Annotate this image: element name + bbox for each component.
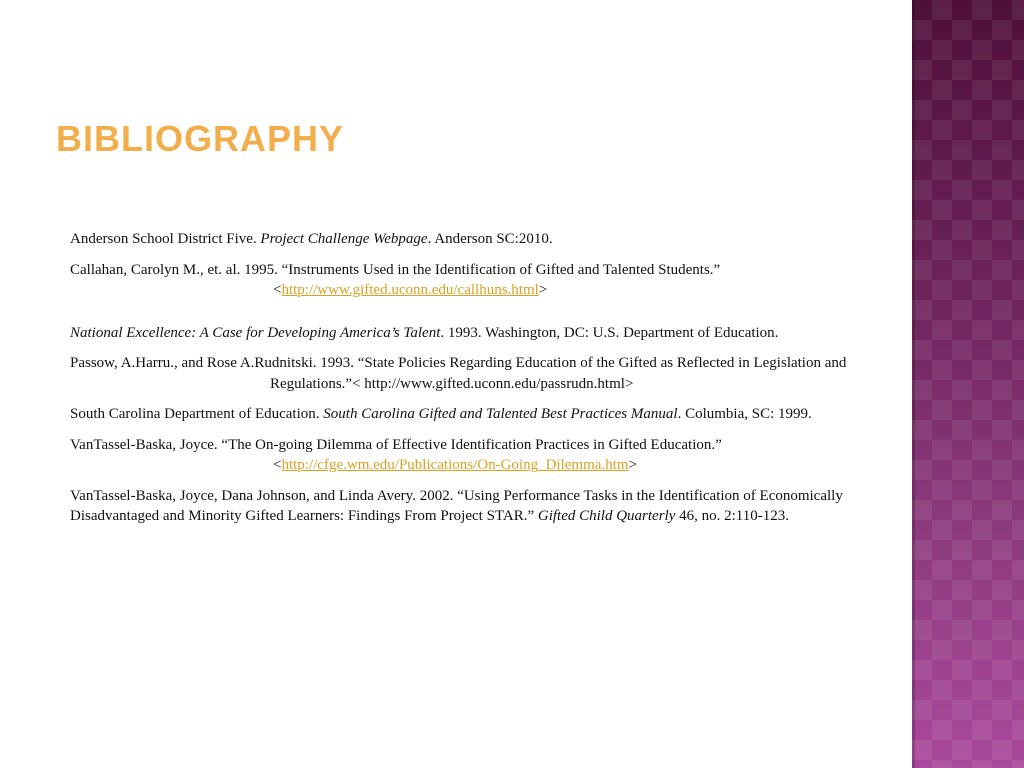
reference-link[interactable]: http://cfge.wm.edu/Publications/On-Going_Dilemma.htm [281, 457, 629, 473]
band-edge [912, 0, 915, 768]
list-item [70, 435, 870, 476]
ref-text-cont: Regulations.”< http://www.gifted.uconn.edu/passrudn.html> [270, 375, 634, 392]
link-bracket-close: > [628, 457, 637, 473]
link-bracket-open: < [273, 457, 282, 473]
ref-details: . Anderson SC:2010. [427, 231, 553, 247]
decorative-side-band [912, 0, 1024, 768]
ref-author: Anderson School District Five. [70, 231, 261, 247]
ref-work-title: Project Challenge Webpage [260, 231, 428, 247]
ref-journal-title: Gifted Child Quarterly [537, 508, 676, 524]
link-bracket-close: > [538, 282, 548, 298]
ref-work-title: South Carolina Gifted and Talented Best Practices Manual [323, 406, 678, 422]
link-bracket-open: < [273, 282, 282, 298]
page-title: BIBLIOGRAPHY [56, 118, 345, 159]
ref-details: 46, no. 2:110-123. [675, 508, 789, 524]
list-item [70, 486, 870, 527]
list-item [70, 229, 870, 250]
bibliography-list [70, 229, 870, 537]
ref-work-title: National Excellence: A Case for Developing America’s Talent [70, 324, 441, 341]
ref-text: VanTassel-Baska, Joyce, Dana Johnson, and Linda Avery. 2002. “Using Performance Tasks in the Identification of Economically Disadvantaged and Minority Gifted Learners: Findings From Project STAR.” [70, 487, 843, 524]
list-item [70, 260, 870, 301]
list-item [70, 323, 870, 344]
ref-details: . Columbia, SC: 1999. [677, 406, 812, 422]
ref-details: . 1993. Washington, DC: U.S. Department of Education. [440, 324, 779, 341]
ref-author: South Carolina Department of Education. [70, 406, 324, 422]
list-item [70, 353, 870, 394]
list-item [70, 404, 870, 425]
ref-text: Callahan, Carolyn M., et. al. 1995. “Instruments Used in the Identification of Gifted and Talented Students.” [70, 261, 721, 278]
ref-text: Passow, A.Harru., and Rose A.Rudnitski. 1993. “State Policies Regarding Education of the Gifted as Reflected in Legislation and [70, 355, 847, 371]
ref-text: VanTassel-Baska, Joyce. “The On-going Dilemma of Effective Identification Practices in Gifted Education.” [70, 436, 722, 453]
reference-link[interactable]: http://www.gifted.uconn.edu/callhuns.html [281, 282, 539, 298]
diamond-pattern [912, 0, 1024, 768]
